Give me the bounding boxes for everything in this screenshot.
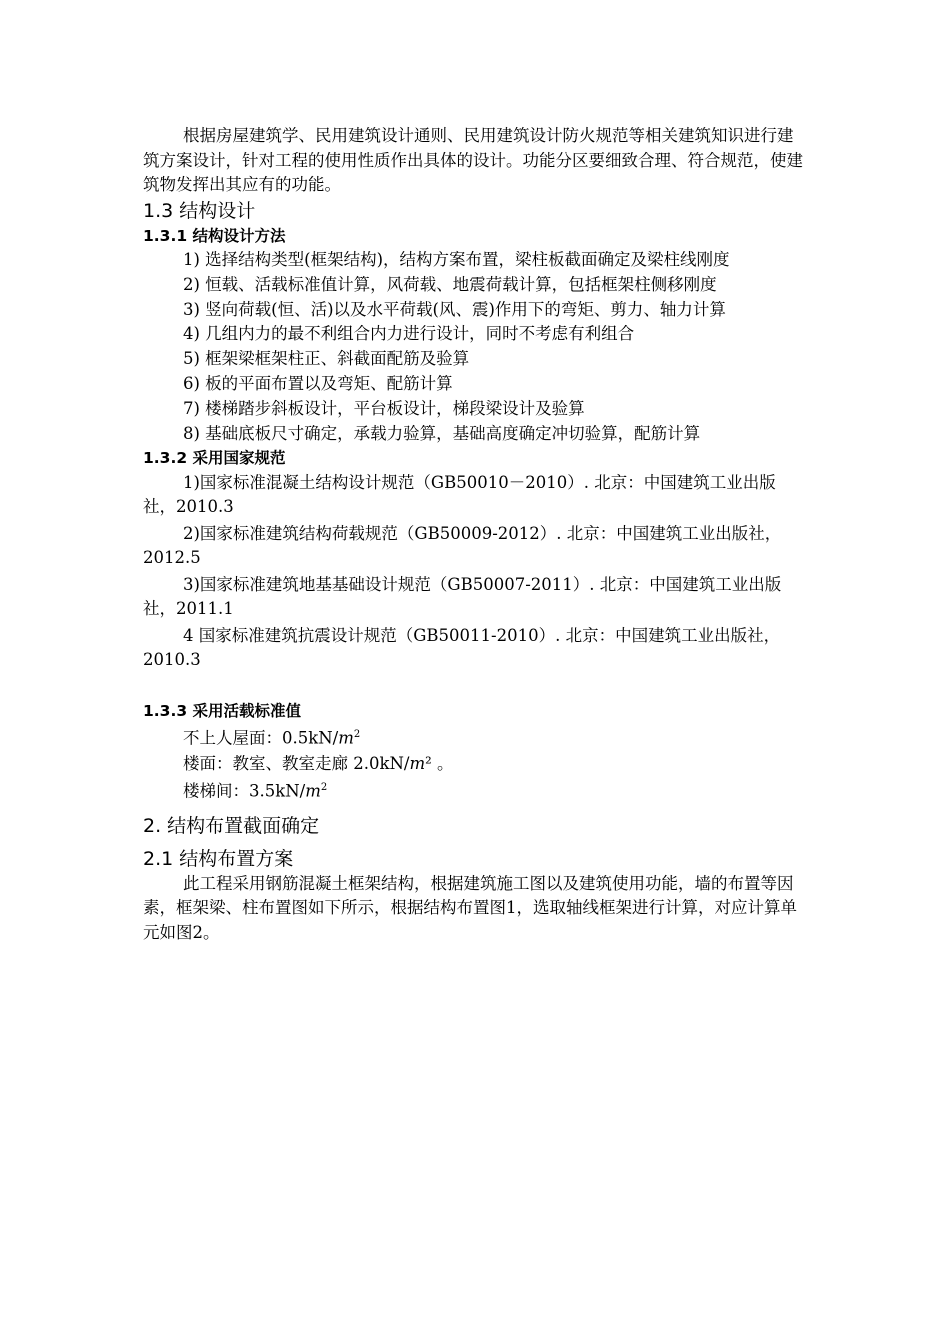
list-item: 6) 板的平面布置以及弯矩、配筋计算 — [183, 373, 453, 393]
live-load-roof: 不上人屋面：$0.5kN/m^2$ — [183, 728, 361, 748]
reference-item: 1)国家标准混凝土结构设计规范（GB50010－2010）. 北京：中国建筑工业出版社，2010.3 — [143, 472, 776, 517]
section-1-3-heading: 1.3 结构设计 — [143, 199, 256, 222]
list-item: 8) 基础底板尺寸确定，承载力验算，基础高度确定冲切验算，配筋计算 — [183, 423, 701, 443]
section-1-3-1-heading: 1.3.1 结构设计方法 — [143, 226, 286, 245]
reference-item: 2)国家标准建筑结构荷载规范（GB50009-2012）. 北京：中国建筑工业出版社，2012.5 — [143, 523, 782, 568]
reference-item: 3)国家标准建筑地基基础设计规范（GB50007-2011）. 北京：中国建筑工业出版社，2011.1 — [143, 574, 782, 619]
section-1-3-3-heading: 1.3.3 采用活载标准值 — [143, 701, 302, 720]
section-2-1-heading: 2.1 结构布置方案 — [143, 847, 294, 870]
section-2-heading: 2. 结构布置截面确定 — [143, 814, 320, 837]
live-load-stair: 楼梯间：$3.5kN/m^2$ — [183, 781, 328, 801]
list-item: 7) 楼梯踏步斜板设计，平台板设计，梯段梁设计及验算 — [183, 398, 585, 418]
intro-paragraph: 根据房屋建筑学、民用建筑设计通则、民用建筑设计防火规范等相关建筑知识进行建筑方案设计，针对工程的使用性质作出具体的设计。功能分区要细致合理、符合规范，使建筑物发挥出其应有的功能。 — [143, 126, 803, 194]
list-item: 3) 竖向荷载(恒、活)以及水平荷载(风、震)作用下的弯矩、剪力、轴力计算 — [183, 299, 726, 319]
section-1-3-2-heading: 1.3.2 采用国家规范 — [143, 449, 286, 468]
design-method-list — [143, 248, 808, 446]
live-load-list — [143, 723, 808, 804]
list-item: 5) 框架梁框架柱正、斜截面配筋及验算 — [183, 349, 470, 369]
reference-item: 4 国家标准建筑抗震设计规范（GB50011-2010）. 北京：中国建筑工业出版社，2010.3 — [143, 625, 781, 670]
live-load-floor: 楼面：教室、教室走廊 2.0kN/m² 。 — [183, 753, 454, 773]
list-item: 1) 选择结构类型(框架结构)，结构方案布置，梁柱板截面确定及梁柱线刚度 — [183, 250, 730, 269]
document-body — [143, 124, 808, 945]
spacer — [143, 675, 808, 699]
list-item: 4) 几组内力的最不利组合内力进行设计，同时不考虑有利组合 — [183, 324, 635, 344]
list-item: 2) 恒载、活载标准值计算，风荷载、地震荷载计算，包括框架柱侧移刚度 — [183, 274, 717, 294]
section-2-1-paragraph: 此工程采用钢筋混凝土框架结构，根据建筑施工图以及建筑使用功能，墙的布置等因素，框架梁、柱布置图如下所示，根据结构布置图1，选取轴线框架进行计算，对应计算单元如图2。 — [143, 873, 797, 942]
standards-list — [143, 471, 808, 673]
